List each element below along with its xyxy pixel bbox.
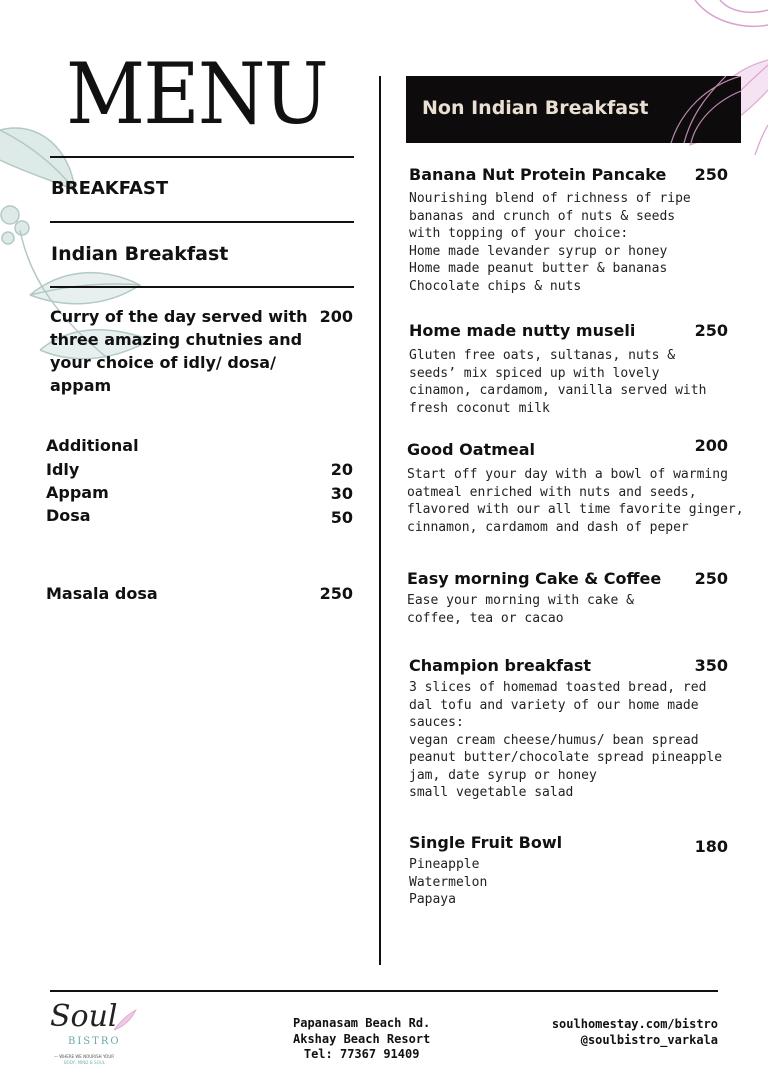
section-heading-breakfast: BREAKFAST	[51, 178, 169, 199]
menu-title: MENU	[66, 45, 327, 143]
additional-item-dosa: Dosa	[46, 506, 91, 525]
masala-dosa-price: 250	[319, 584, 353, 603]
soul-bistro-logo	[50, 999, 140, 1072]
masala-dosa-item: Masala dosa	[46, 584, 158, 603]
item-title-oatmeal: Good Oatmeal	[407, 440, 535, 459]
additional-item-appam: Appam	[46, 483, 109, 502]
divider	[50, 221, 354, 223]
item-price-oatmeal: 200	[694, 436, 728, 455]
item-title-cake-coffee: Easy morning Cake & Coffee	[407, 569, 662, 588]
logo-script: Soul	[50, 999, 118, 1034]
item-price-pancake: 250	[694, 165, 728, 184]
footer-divider	[50, 990, 718, 992]
subsection-heading-indian: Indian Breakfast	[51, 243, 229, 265]
item-description-champion: 3 slices of homemad toasted bread, red dal tofu and variety of our home made sauces: vegan cream cheese/humus/ bean spread peanut butter/chocolate spread pineapple jam, date syrup or honey small vegetable salad	[409, 680, 723, 800]
additional-label: Additional	[46, 436, 139, 455]
social-handle[interactable]: @soulbistro_varkala	[580, 1032, 718, 1047]
item-description-fruit-bowl: Pineapple Watermelon Papaya	[409, 857, 488, 907]
banner-leaf-decoration	[646, 76, 741, 143]
logo-feather-icon	[112, 1008, 138, 1032]
item-title-museli: Home made nutty museli	[409, 321, 636, 340]
item-price-museli: 250	[694, 321, 728, 340]
divider	[50, 156, 354, 158]
additional-item-idly: Idly	[46, 460, 80, 479]
floral-decoration-top-right	[690, 0, 768, 40]
logo-tagline: — WHERE WE NOURISH YOUR	[54, 1054, 115, 1059]
item-description-museli: Gluten free oats, sultanas, nuts & seeds’ mix spiced up with lovely cinamon, cardamom, vanilla served with fresh coconut milk	[409, 348, 707, 416]
banner-heading: Non Indian Breakfast	[422, 97, 649, 119]
non-indian-banner	[406, 76, 741, 143]
item-title-champion: Champion breakfast	[409, 656, 592, 675]
additional-item-idly-price: 20	[330, 460, 353, 479]
item-price-cake-coffee: 250	[694, 569, 728, 588]
item-title-pancake: Banana Nut Protein Pancake	[409, 165, 667, 184]
footer-web	[546, 1017, 718, 1048]
additional-item-appam-price: 30	[330, 484, 353, 503]
phone-number: Tel: 77367 91409	[303, 1047, 420, 1061]
address-line-2: Akshay Beach Resort	[293, 1031, 431, 1046]
item-description-pancake: Nourishing blend of richness of ripe bananas and crunch of nuts & seeds with topping of your choice: Home made levander syrup or honey Home made peanut butter & bananas Chocolate chips & nuts	[409, 191, 691, 294]
item-description-cake-coffee: Ease your morning with cake & coffee, tea or cacao	[407, 593, 634, 626]
item-price-champion: 350	[694, 656, 728, 675]
item-title-fruit-bowl: Single Fruit Bowl	[409, 833, 563, 852]
divider	[50, 286, 354, 288]
indian-main-item-price: 200	[319, 307, 353, 326]
address-line-1: Papanasam Beach Rd.	[293, 1016, 431, 1030]
column-divider	[379, 76, 381, 965]
logo-tagline-2: BODY, MIND & SOUL	[64, 1060, 105, 1065]
indian-main-item-description: Curry of the day served with three amazing chutnies and your choice of idly/ dosa/ appam	[50, 307, 308, 395]
item-description-oatmeal: Start off your day with a bowl of warming oatmeal enriched with nuts and seeds, flavored with our all time favorite ginger, cinnamon, cardamom and dash of peper	[407, 467, 744, 535]
item-price-fruit-bowl: 180	[694, 837, 728, 856]
footer-address	[293, 1016, 430, 1063]
logo-sub: BISTRO	[68, 1036, 121, 1047]
additional-item-dosa-price: 50	[330, 508, 353, 527]
website-link[interactable]: soulhomestay.com/bistro	[551, 1017, 718, 1031]
